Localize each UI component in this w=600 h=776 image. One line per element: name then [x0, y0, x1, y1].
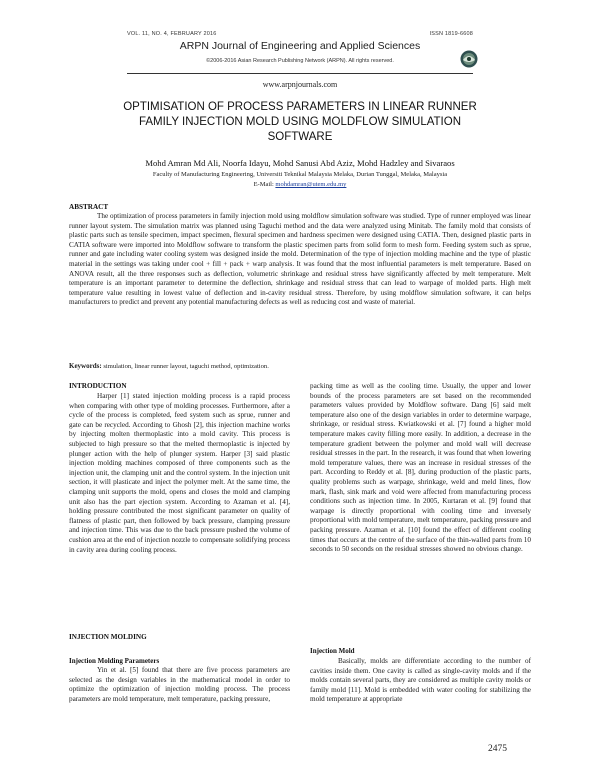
volume-info: VOL. 11, NO. 4, FEBRUARY 2016	[127, 31, 217, 37]
injection-mold-body: Basically, molds are differentiate according to the number of cavities inside them. One cavity is called as single-cavity molds and if the molds contain several parts, they are considered as multiple cavity molds or family mold [11]. Mold is embedded with water cooling for stabilizing the mold temperature at appropriate	[310, 657, 531, 704]
paper-title	[88, 100, 512, 145]
introduction-text-col2: packing time as well as the cooling time. Usually, the upper and lower bounds of the process parameters are set based on the recommended parameters values provided by Moldflow software. Dang [6] said melt temperature also one of the design variables in order to determine warpage, shrinkage, or residual stress. Kwiatkowski et al. [7] found a higher mold temperature makes cavity filling more easily. In addition, a decrease in the temperature gradient between the polymer and mold wall will decrease residual stresses in the part. In the research, it was found that when lowering mold temperature values, there was an increase in residual stresses of the part. According to Reddy et al. [8], during production of the plastic parts, quality problems such as warpage, shrinkage, weld and meld lines, flow mark, flash, sink mark and void were affected from manufacturing process conditions such as injection time. In 2005, Kurtaran et al. [9] found that warpage is directly proportional with cooling time and inversely proportional with mold temperature, melt temperature, packing pressure and packing pressure. Azaman et al. [10] found the effect of different cooling times that occurs at the centre of the surface of the thin-walled parts from 10 seconds to 50 seconds on the residual stresses showed no obvious change.	[310, 382, 531, 554]
injection-params-text	[69, 666, 290, 704]
injection-params-body: Yin et al. [5] found that there are five process parameters are selected as the design variables in the mathematical model in order to optimize the optimization of injection molding process. The process parameters are mold temperature, melt temperature, packing pressure,	[69, 666, 290, 703]
injection-mold-heading: Injection Mold	[310, 647, 355, 655]
page-number: 2475	[488, 744, 507, 754]
injection-molding-heading: INJECTION MOLDING	[69, 633, 147, 641]
intro-col1-body: Harper [1] stated injection molding process is a rapid process when comparing with other type of molding processes. Furthermore, after a cycle of the process is completed, feed system such as sprue, runner and gate can be recycled. According to Ghosh [2], this injection machine works by injecting molten thermoplastic into a mold cavity. This process is subjected to high pressure so that the melted thermoplastic is injected by plunger action with the help of plunger system. Harper [3] said plastic injection molding machines composed of three components such as the injection unit, the clamping unit and the control system. In the injection unit section, it will plasticate and inject the polymer melt. At the same time, the clamping unit supports the mold, opens and closes the mold and clamping unit also has the part ejection system. According to Azaman et al. [4], holding pressure contributed the most significant parameter on quality of flatness of plastic part, then followed by back pressure, clamping pressure and injection time. This was due to the back pressure pushed the volume of cushion area at the end of injection nozzle to compensate solidifying process in cavity area during cooling process.	[69, 392, 290, 554]
abstract-body: The optimization of process parameters in family injection mold using moldflow simulation software was studied. Type of runner employed was linear runner layout system. The simulation matrix was planned using Taguchi method and the data were analyzed using Minitab. The family mold that consists of plastic parts such as tensile specimen, impact specimen, flexural specimen and hardness specimen were designed using CATIA. Then, designed plastic parts in CATIA software were imported into Moldflow software to transform the plastic specimen parts from solid form to mesh form. Feeding system such as sprue, runner and gate including water cooling system was designed inside the mold. Determination of the type of injection molding machine and the type of plastic material in the settings was taking under cool + fill + pack + warp analysis. It was found that the most influential parameters is melt temperature. Based on ANOVA result, all the three responses such as deflection, volumetric shrinkage and residual stress have significantly affected by melt temperature. Melt temperature is an important parameter to determine the deflection, shrinkage and residual stress that can lead to warpage of molded parts. High melt temperature value resulting in lowest value of deflection and in-cavity residual stress. Therefore, by using moldflow simulation software, it can helps manufacturers to predict and prevent any potential manufacturing defects as well as reducing cost and waste of material.	[69, 212, 531, 307]
issn-info: ISSN 1819-6608	[429, 31, 473, 37]
keywords-list: simulation, linear runner layout, taguchi method, optimization.	[103, 363, 269, 370]
abstract-heading: ABSTRACT	[69, 203, 109, 211]
copyright-line: ©2006-2016 Asian Research Publishing Network (ARPN). All rights reserved.	[206, 58, 394, 64]
title-line: FAMILY INJECTION MOLD USING MOLDFLOW SIMULATION	[138, 116, 462, 128]
email-label: E-Mail:	[253, 181, 274, 188]
affiliation: Faculty of Manufacturing Engineering, Universiti Teknikal Malaysia Melaka, Durian Tunggal, Melaka, Malaysia	[152, 171, 448, 178]
abstract-text	[69, 212, 531, 308]
injection-mold-text	[310, 657, 531, 705]
keywords-label: Keywords:	[69, 362, 102, 370]
author-list: Mohd Amran Md Ali, Noorfa Idayu, Mohd Sanusi Abd Aziz, Mohd Hadzley and Sivaraos	[145, 158, 455, 168]
email-line	[0, 181, 600, 188]
introduction-heading: INTRODUCTION	[69, 382, 127, 390]
title-line: SOFTWARE	[267, 131, 333, 143]
email-link[interactable]: mohdamran@utem.edu.my	[275, 181, 347, 188]
publisher-logo-icon	[460, 50, 478, 68]
journal-name: ARPN Journal of Engineering and Applied Sciences	[179, 40, 421, 52]
introduction-text-col1	[69, 392, 290, 555]
header-rule	[127, 73, 473, 74]
journal-website: www.arpnjournals.com	[262, 80, 338, 89]
keywords	[69, 362, 531, 370]
title-line: OPTIMISATION OF PROCESS PARAMETERS IN LINEAR RUNNER	[123, 101, 477, 113]
injection-params-heading: Injection Molding Parameters	[69, 657, 160, 665]
